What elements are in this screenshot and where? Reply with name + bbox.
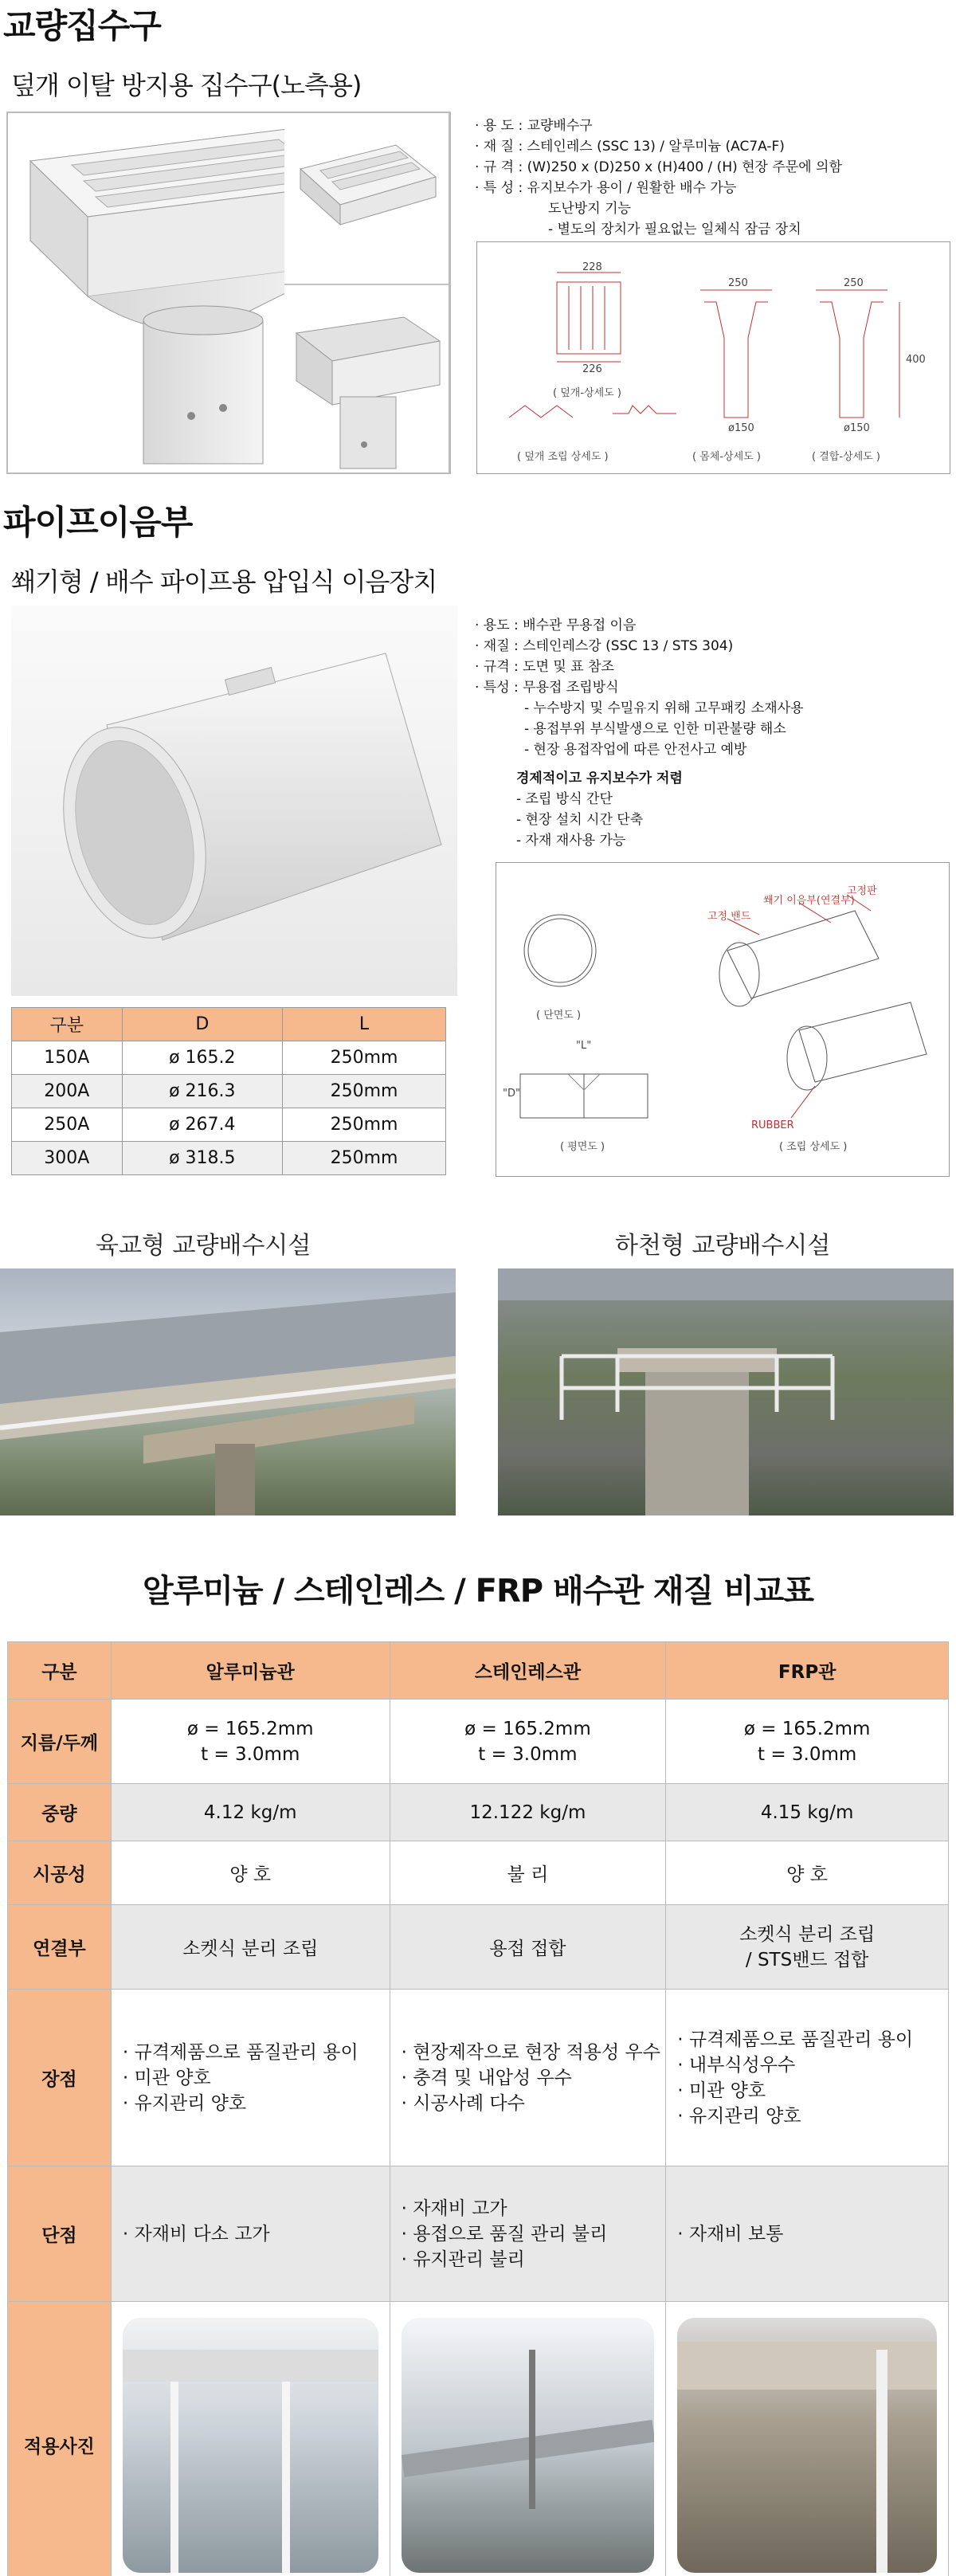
- frp-pro-4: · 유지관리 양호: [677, 2105, 801, 2127]
- stainless-photo: [402, 2318, 655, 2573]
- table-row: [12, 1108, 446, 1142]
- frp-con-1: · 자재비 보통: [677, 2223, 784, 2245]
- dim-250-body: 250: [728, 277, 748, 289]
- label-fixing-band: 고정 밴드: [707, 911, 751, 923]
- left-photo-caption: 육교형 교량배수시설: [96, 1232, 311, 1260]
- spec-material: · 재 질 : 스테인레스 (SSC 13) / 알루미늄 (AC7A-F): [475, 139, 785, 155]
- sts-pro-2: · 충격 및 내압성 우수: [401, 2067, 572, 2088]
- spec2-economy-1: - 조립 방식 간단: [516, 791, 613, 807]
- dim-226: 226: [582, 363, 602, 375]
- spec-use: · 용 도 : 교량배수구: [475, 118, 593, 134]
- spec2-economy-2: - 현장 설치 시간 단축: [516, 812, 644, 828]
- dim-pipe-body: ø150: [728, 422, 754, 434]
- pipe-size-table: [11, 1007, 446, 1175]
- section1-title: 교량집수구: [3, 6, 161, 45]
- cover-image: [284, 112, 450, 285]
- dim-pipe-assembly: ø150: [844, 422, 870, 434]
- river-bridge-photo: [498, 1268, 954, 1515]
- table-row: [8, 2302, 949, 2576]
- spec2-economy: 경제적이고 유지보수가 저렴: [516, 770, 683, 786]
- table-row: [12, 1041, 446, 1075]
- size-cell: 250A: [12, 1108, 123, 1142]
- row-label-diameter: 지름/두께: [8, 1700, 112, 1784]
- frp-diameter: ø = 165.2mm: [743, 1718, 871, 1739]
- overpass-photo: [0, 1268, 456, 1515]
- section2-title: 파이프이음부: [3, 503, 193, 542]
- spec2-feature-3: - 현장 용접작업에 따른 안전사고 예방: [524, 742, 747, 758]
- spec2-economy-3: - 자재 재사용 가능: [516, 833, 626, 849]
- sts-thickness: t = 3.0mm: [478, 1743, 578, 1765]
- frp-pro-2: · 내부식성우수: [677, 2054, 796, 2076]
- table-row: [8, 1841, 949, 1905]
- label-cover-assembly: ( 덮개 조립 상세도 ): [517, 451, 609, 463]
- sts-construct: 불 리: [390, 1841, 666, 1905]
- dim-228: 228: [582, 261, 602, 273]
- row-label-weight: 중량: [8, 1784, 112, 1841]
- label-assembly: ( 조립 상세도 ): [779, 1141, 848, 1153]
- label-rubber: RUBBER: [751, 1119, 794, 1131]
- section1-subtitle: 덮개 이탈 방지용 집수구(노측용): [11, 70, 362, 100]
- frp-pro-3: · 미관 양호: [677, 2080, 766, 2101]
- size-cell: 250mm: [283, 1041, 446, 1075]
- row-label-photo: 적용사진: [8, 2302, 112, 2576]
- dim-d: "D": [503, 1088, 520, 1100]
- spec2-feature-2: - 용접부위 부식발생으로 인한 미관불량 해소: [524, 721, 786, 737]
- table-row: [8, 1700, 949, 1784]
- size-header-d: D: [122, 1008, 283, 1041]
- sts-pro-1: · 현장제작으로 현장 적용성 우수: [401, 2041, 660, 2063]
- spec-feature: · 특 성 : 유지보수가 용이 / 원활한 배수 가능: [475, 180, 737, 196]
- frp-construct: 양 호: [666, 1841, 949, 1905]
- collector-drawing: [476, 241, 950, 474]
- table-row: [12, 1142, 446, 1175]
- body-image: [284, 284, 450, 474]
- size-cell: 200A: [12, 1075, 123, 1108]
- compare-header-stainless: 스테인레스관: [390, 1642, 666, 1700]
- sts-diameter: ø = 165.2mm: [464, 1718, 591, 1739]
- spec2-material: · 재질 : 스테인레스강 (SSC 13 / STS 304): [475, 638, 734, 654]
- al-weight: 4.12 kg/m: [111, 1784, 390, 1841]
- table-row: [8, 2166, 949, 2302]
- al-pro-1: · 규격제품으로 품질관리 용이: [122, 2041, 358, 2063]
- frp-pro-1: · 규격제품으로 품질관리 용이: [677, 2029, 914, 2050]
- sts-weight: 12.122 kg/m: [390, 1784, 666, 1841]
- table-row: [8, 1990, 949, 2166]
- label-plan: ( 평면도 ): [560, 1141, 605, 1153]
- row-label-cons: 단점: [8, 2166, 112, 2302]
- sts-pro-3: · 시공사례 다수: [401, 2092, 525, 2114]
- frp-photo: [677, 2318, 937, 2573]
- compare-header-aluminum: 알루미늄관: [111, 1642, 390, 1700]
- spec-size: · 규 격 : (W)250 x (D)250 x (H)400 / (H) 현장 주문에 의함: [475, 159, 842, 175]
- label-wedge-joint: 쐐기 이음부(연결부): [763, 895, 855, 907]
- label-fixing-plate: 고정판: [847, 885, 877, 897]
- compare-title: 알루미늄 / 스테인레스 / FRP 배수관 재질 비교표: [142, 1573, 814, 1610]
- row-label-construct: 시공성: [8, 1841, 112, 1905]
- frp-thickness: t = 3.0mm: [757, 1743, 857, 1765]
- al-pro-2: · 미관 양호: [122, 2067, 211, 2088]
- table-row: [12, 1075, 446, 1108]
- size-cell: 250mm: [283, 1075, 446, 1108]
- label-cover-detail: ( 덮개-상세도 ): [553, 387, 621, 399]
- spec-feature-2: 도난방지 기능: [548, 201, 631, 217]
- dim-250-assembly: 250: [844, 277, 864, 289]
- spec2-feature: · 특성 : 무용접 조립방식: [475, 680, 619, 696]
- size-cell: ø 216.3: [122, 1075, 283, 1108]
- sts-con-1: · 자재비 고가: [401, 2198, 507, 2219]
- spec2-feature-1: - 누수방지 및 수밀유지 위해 고무패킹 소재사용: [524, 700, 804, 716]
- dim-400: 400: [906, 354, 926, 366]
- size-cell: ø 318.5: [122, 1142, 283, 1175]
- table-row: [8, 1784, 949, 1841]
- dim-l: "L": [576, 1040, 592, 1052]
- size-cell: ø 267.4: [122, 1108, 283, 1142]
- material-compare-table: [7, 1641, 949, 2576]
- spec2-size: · 규격 : 도면 및 표 참조: [475, 659, 614, 675]
- al-pro-3: · 유지관리 양호: [122, 2092, 247, 2114]
- compare-header-frp: FRP관: [666, 1642, 949, 1700]
- size-cell: 250mm: [283, 1142, 446, 1175]
- frp-joint-2: / STS밴드 접합: [745, 1949, 869, 1970]
- al-diameter: ø = 165.2mm: [186, 1718, 314, 1739]
- compare-header-class: 구분: [8, 1642, 112, 1700]
- sts-con-3: · 유지관리 불리: [401, 2249, 525, 2270]
- frp-joint-1: 소켓식 분리 조립: [739, 1923, 876, 1945]
- label-body-detail: ( 몸체-상세도 ): [692, 451, 761, 463]
- table-row: [8, 1905, 949, 1990]
- pipe-joint-drawing: [496, 862, 950, 1177]
- al-thickness: t = 3.0mm: [201, 1743, 300, 1765]
- spec-feature-3: - 별도의 장치가 필요없는 일체식 잠금 장치: [548, 222, 801, 237]
- size-cell: 150A: [12, 1041, 123, 1075]
- sts-con-2: · 용접으로 품질 관리 불리: [401, 2223, 608, 2245]
- sts-joint: 용접 접합: [390, 1905, 666, 1990]
- size-header-class: 구분: [12, 1008, 123, 1041]
- pipe-joint-image: [11, 606, 457, 996]
- size-cell: 300A: [12, 1142, 123, 1175]
- size-header-l: L: [283, 1008, 446, 1041]
- row-label-pros: 장점: [8, 1990, 112, 2166]
- aluminum-photo: [123, 2318, 378, 2573]
- frp-weight: 4.15 kg/m: [666, 1784, 949, 1841]
- al-con-1: · 자재비 다소 고가: [122, 2223, 270, 2245]
- label-assembly-detail: ( 결합-상세도 ): [812, 451, 880, 463]
- size-cell: 250mm: [283, 1108, 446, 1142]
- size-cell: ø 165.2: [122, 1041, 283, 1075]
- section2-subtitle: 쐐기형 / 배수 파이프용 압입식 이음장치: [11, 567, 437, 597]
- row-label-joint: 연결부: [8, 1905, 112, 1990]
- section2-specs: [475, 615, 804, 851]
- label-section: ( 단면도 ): [536, 1010, 582, 1021]
- section1-specs: [475, 116, 842, 240]
- spec2-use: · 용도 : 배수관 무용접 이음: [475, 618, 637, 633]
- al-joint: 소켓식 분리 조립: [111, 1905, 390, 1990]
- right-photo-caption: 하천형 교량배수시설: [615, 1232, 831, 1260]
- al-construct: 양 호: [111, 1841, 390, 1905]
